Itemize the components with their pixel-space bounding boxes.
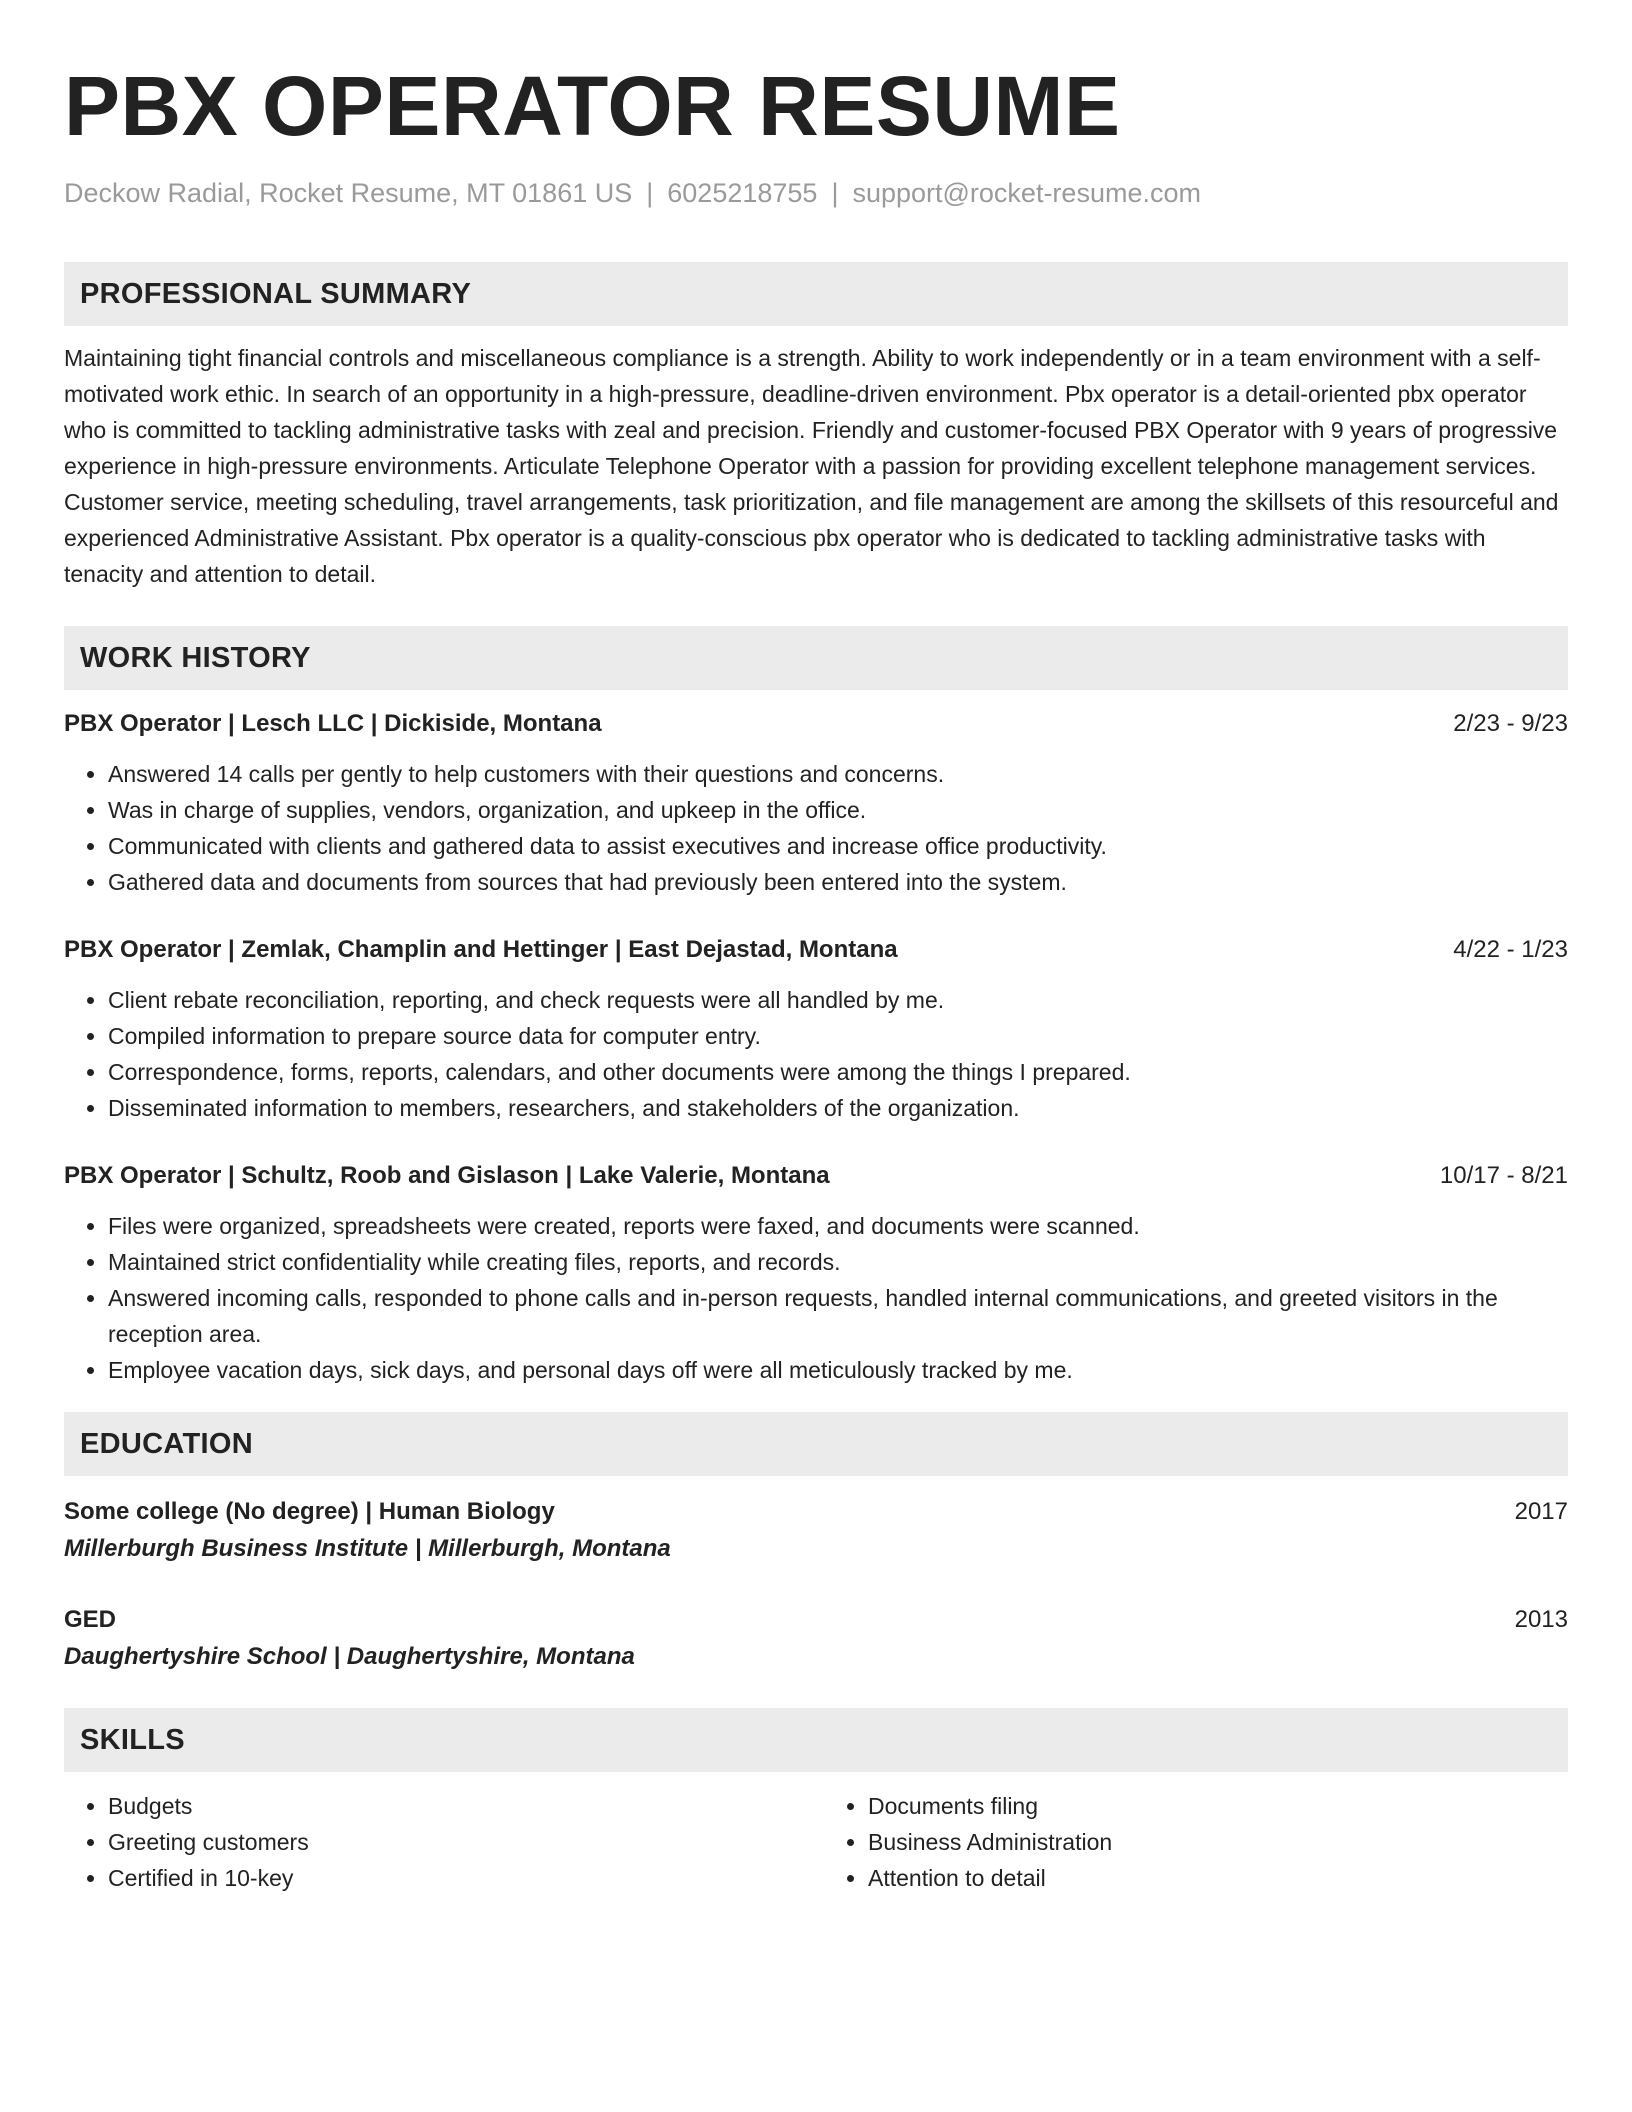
list-item: • Correspondence, forms, reports, calendars, and other documents were among the things I prepared. xyxy=(108,1054,1568,1090)
section-title: WORK HISTORY xyxy=(80,641,311,674)
skills-list xyxy=(64,1788,1568,1896)
section-header-skills xyxy=(64,1708,1568,1772)
contact-separator: | xyxy=(831,178,839,208)
job-entry xyxy=(64,708,1568,900)
list-item: • Answered incoming calls, responded to phone calls and in-person requests, handled internal communications, and greeted visitors in the reception area. xyxy=(108,1280,1568,1352)
skills-column-left xyxy=(64,1788,816,1896)
job-dates: 2/23 - 9/23 xyxy=(1453,710,1568,737)
skill-item: • Greeting customers xyxy=(108,1824,816,1860)
list-item: • Maintained strict confidentiality while creating files, reports, and records. xyxy=(108,1244,1568,1280)
list-item: • Disseminated information to members, researchers, and stakeholders of the organization. xyxy=(108,1090,1568,1126)
education-year: 2017 xyxy=(1514,1498,1568,1525)
list-item: • Compiled information to prepare source data for computer entry. xyxy=(108,1018,1568,1054)
education-degree: GED xyxy=(64,1606,117,1633)
resume-title: PBX OPERATOR RESUME xyxy=(64,59,1121,153)
job-bullets xyxy=(64,756,1568,900)
education-header xyxy=(64,1494,1568,1530)
list-item: • Communicated with clients and gathered data to assist executives and increase office productivity. xyxy=(108,828,1568,864)
job-entry xyxy=(64,934,1568,1126)
section-header-education xyxy=(64,1412,1568,1476)
list-item: • Answered 14 calls per gently to help customers with their questions and concerns. xyxy=(108,756,1568,792)
skill-item: • Attention to detail xyxy=(868,1860,1568,1896)
contact-line xyxy=(64,176,1568,210)
skill-item: • Budgets xyxy=(108,1788,816,1824)
job-title: PBX Operator | Schultz, Roob and Gislason | Lake Valerie, Montana xyxy=(64,1162,830,1189)
education-year: 2013 xyxy=(1514,1606,1568,1633)
section-title: PROFESSIONAL SUMMARY xyxy=(80,277,472,310)
section-header-summary xyxy=(64,262,1568,326)
skill-item: • Business Administration xyxy=(868,1824,1568,1860)
job-title: PBX Operator | Lesch LLC | Dickiside, Montana xyxy=(64,710,602,737)
list-item: • Files were organized, spreadsheets were created, reports were faxed, and documents were scanned. xyxy=(108,1208,1568,1244)
job-header xyxy=(64,708,1568,740)
contact-email: support@rocket-resume.com xyxy=(852,178,1201,208)
job-title: PBX Operator | Zemlak, Champlin and Hettinger | East Dejastad, Montana xyxy=(64,936,898,963)
education-school: Daughertyshire School | Daughertyshire, Montana xyxy=(64,1643,635,1670)
section-title: SKILLS xyxy=(80,1723,185,1756)
job-dates: 4/22 - 1/23 xyxy=(1453,936,1568,963)
list-item: • Was in charge of supplies, vendors, organization, and upkeep in the office. xyxy=(108,792,1568,828)
section-header-work-history xyxy=(64,626,1568,690)
job-dates: 10/17 - 8/21 xyxy=(1439,1162,1568,1189)
job-entry xyxy=(64,1160,1568,1388)
education-school: Millerburgh Business Institute | Millerburgh, Montana xyxy=(64,1535,671,1562)
list-item: • Employee vacation days, sick days, and personal days off were all meticulously tracked by me. xyxy=(108,1352,1568,1388)
job-header xyxy=(64,934,1568,966)
summary-text: Maintaining tight financial controls and miscellaneous compliance is a strength. Ability to work independently or in a team environment with a self-motivated work ethic. In search of an opportunity in a high-pressure, deadline-driven environment. Pbx operator is a detail-oriented pbx operator who is committed to tackling administrative tasks with zeal and precision. Friendly and customer-focused PBX Operator with 9 years of progressive experience in high-pressure environments. Articulate Telephone Operator with a passion for providing excellent telephone management services. Customer service, meeting scheduling, travel arrangements, task prioritization, and file management are among the skillsets of this resourceful and experienced Administrative Assistant. Pbx operator is a quality-conscious pbx operator who is dedicated to tackling administrative tasks with tenacity and attention to detail. xyxy=(64,345,1559,587)
contact-separator: | xyxy=(646,178,654,208)
job-header xyxy=(64,1160,1568,1192)
contact-phone: 6025218755 xyxy=(667,178,818,208)
job-bullets xyxy=(64,982,1568,1126)
list-item: • Client rebate reconciliation, reporting, and check requests were all handled by me. xyxy=(108,982,1568,1018)
list-item: • Gathered data and documents from sources that had previously been entered into the system. xyxy=(108,864,1568,900)
job-bullets xyxy=(64,1208,1568,1388)
skill-item: • Documents filing xyxy=(868,1788,1568,1824)
education-degree: Some college (No degree) | Human Biology xyxy=(64,1498,555,1525)
skill-item: • Certified in 10-key xyxy=(108,1860,816,1896)
education-entry xyxy=(64,1602,1568,1676)
skills-column-right xyxy=(816,1788,1568,1896)
education-header xyxy=(64,1602,1568,1638)
section-title: EDUCATION xyxy=(80,1427,253,1460)
contact-address: Deckow Radial, Rocket Resume, MT 01861 US xyxy=(64,178,633,208)
education-entry xyxy=(64,1494,1568,1568)
